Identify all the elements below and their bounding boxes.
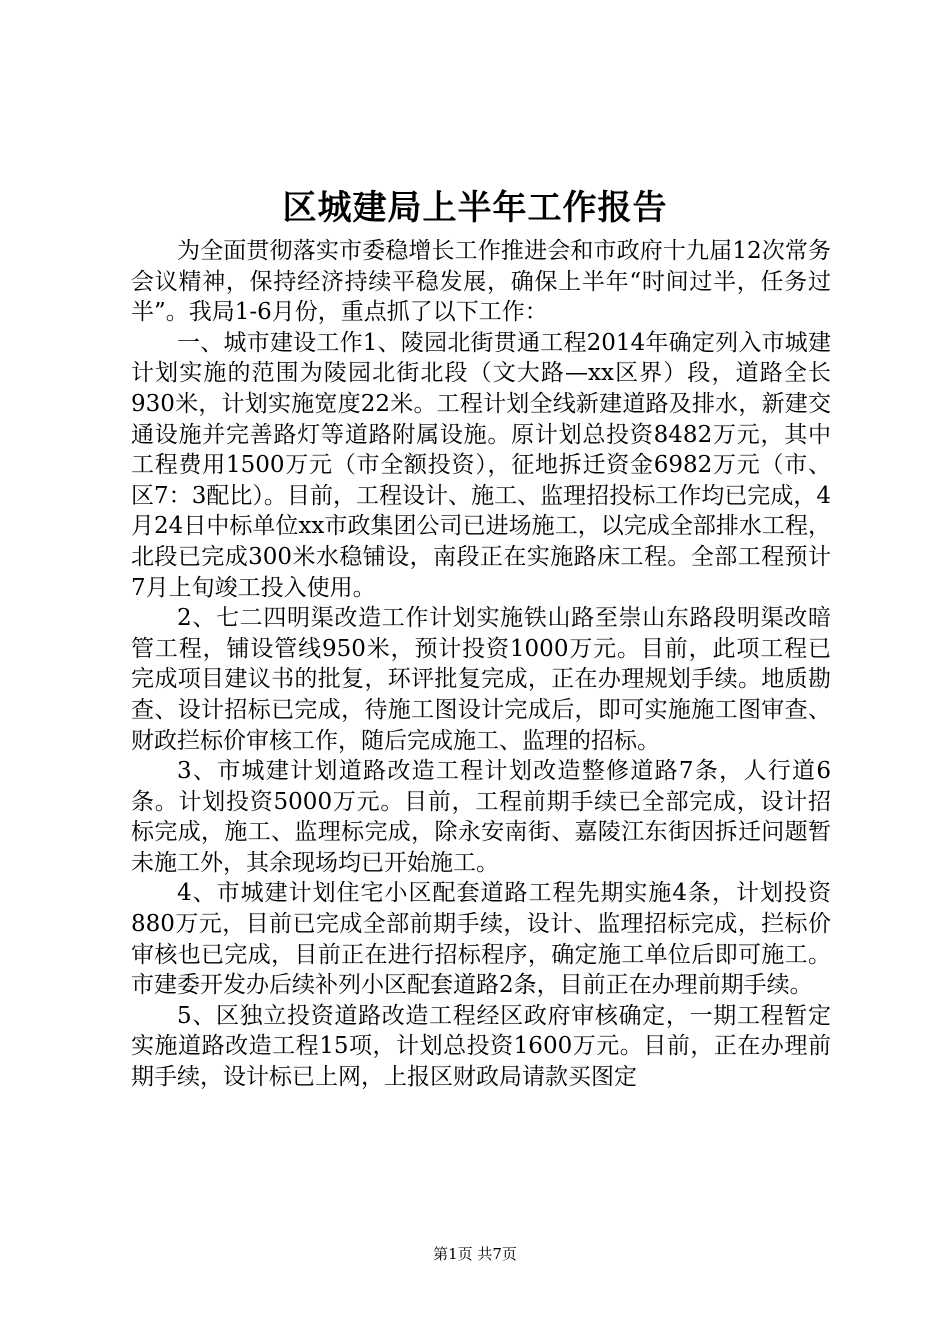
- paragraph-intro: 为全面贯彻落实市委稳增长工作推进会和市政府十九届12次常务会议精神，保持经济持续平稳发展，确保上半年“时间过半，任务过半”。我局1-6月份，重点抓了以下工作：: [131, 238, 831, 326]
- page-number-footer: 第1页 共7页: [433, 1245, 517, 1263]
- paragraph-item-5: 5、区独立投资道路改造工程经区政府审核确定，一期工程暂定实施道路改造工程15项，计划总投资1600万元。目前，正在办理前期手续，设计标已上网，上报区财政局请款买图定: [131, 1002, 831, 1091]
- paragraph-item-2: 2、七二四明渠改造工作计划实施铁山路至崇山东路段明渠改暗管工程，铺设管线950米，预计投资1000万元。目前，此项工程已完成项目建议书的批复，环评批复完成，正在办理规划手续。地质勘查、设计招标已完成，待施工图设计完成后，即可实施施工图审查、财政拦标价审核工作，随后完成施工、监理的招标。: [131, 605, 831, 754]
- paragraph-item-4: 4、市城建计划住宅小区配套道路工程先期实施4条，计划投资880万元，目前已完成全部前期手续，设计、监理招标完成，拦标价审核也已完成，目前正在进行招标程序，确定施工单位后即可施工。市建委开发办后续补列小区配套道路2条，目前正在办理前期手续。: [131, 880, 831, 999]
- paragraph-item-1: 一、城市建设工作1、陵园北街贯通工程2014年确定列入市城建计划实施的范围为陵园北街北段（文大路—xx区界）段，道路全长930米，计划实施宽度22米。工程计划全线新建道路及排水，新建交通设施并完善路灯等道路附属设施。原计划总投资8482万元，其中工程费用1500万元（市全额投资），征地拆迁资金6982万元（市、区7：3配比）。目前，工程设计、施工、监理招投标工作均已完成，4月24日中标单位xx市政集团公司已进场施工，以完成全部排水工程，北段已完成300米水稳铺设，南段正在实施路床工程。全部工程预计7月上旬竣工投入使用。: [131, 329, 831, 601]
- document-title: 区城建局上半年工作报告: [282, 188, 668, 228]
- document-body: [131, 236, 831, 1093]
- paragraph-item-3: 3、市城建计划道路改造工程计划改造整修道路7条，人行道6条。计划投资5000万元。目前，工程前期手续已全部完成，设计招标完成，施工、监理标完成，除永安南街、嘉陵江东街因拆迁问题暂未施工外，其余现场均已开始施工。: [131, 758, 831, 876]
